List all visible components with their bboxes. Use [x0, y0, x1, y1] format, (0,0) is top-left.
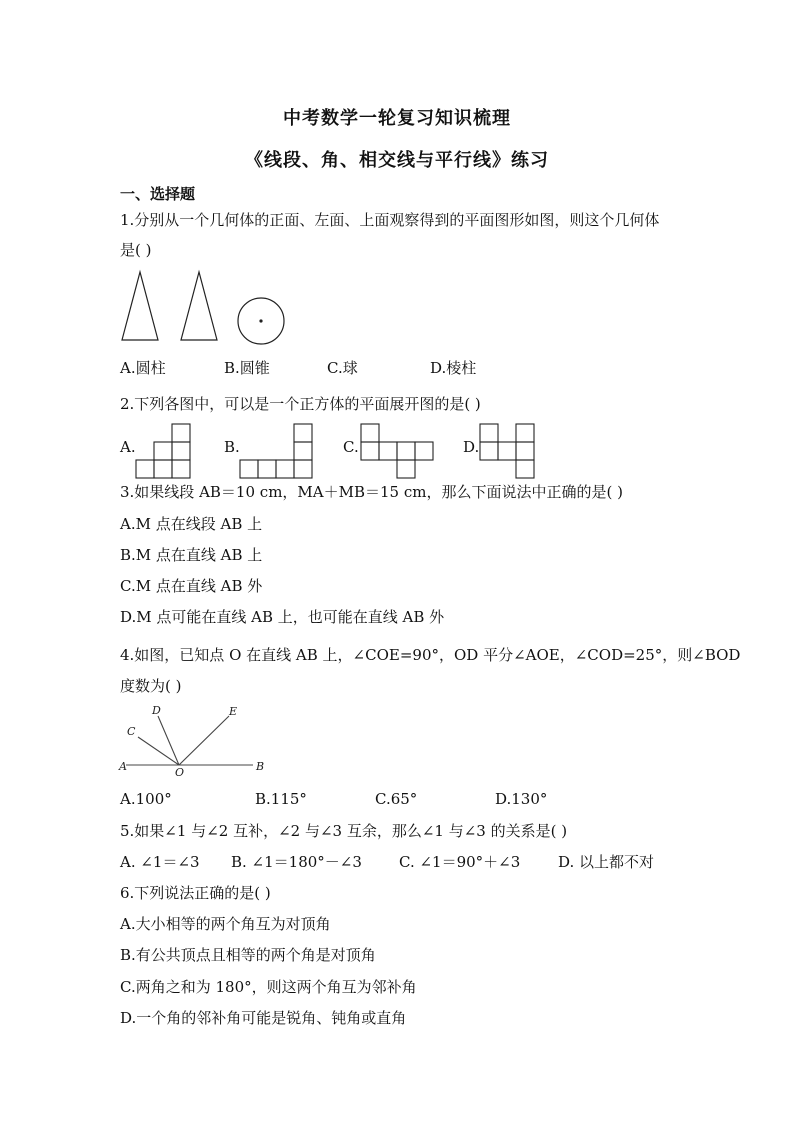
q5-option-b: B. ∠1＝180°－∠3 [231, 853, 362, 871]
q6-option-d: D.一个角的邻补角可能是锐角、钝角或直角 [120, 1009, 407, 1027]
q3-option-b: B.M 点在直线 AB 上 [120, 546, 263, 564]
q4-option-c: C.65° [375, 790, 418, 808]
label-b: B [256, 760, 265, 773]
q2-label-a: A. [120, 438, 136, 456]
label-o: O [175, 766, 185, 779]
q4-option-b: B.115° [255, 790, 307, 808]
ray-oe [179, 716, 229, 765]
label-a: A [119, 760, 127, 773]
page-title: 中考数学一轮复习知识梳理 [283, 108, 511, 129]
q2-net-c [361, 423, 441, 479]
q1-option-b: B.圆锥 [224, 359, 270, 377]
q2-net-d [479, 423, 541, 479]
q6-stem: 6.下列说法正确的是( ) [120, 884, 271, 902]
q4-stem-line2: 度数为( ) [120, 677, 182, 695]
q2-label-c: C. [343, 438, 359, 456]
q2-label-d: D. [463, 438, 480, 456]
q6-option-b: B.有公共顶点且相等的两个角是对顶角 [120, 946, 376, 964]
q2-label-b: B. [224, 438, 240, 456]
q1-three-views-figure [118, 270, 288, 345]
q6-option-c: C.两角之和为 180°，则这两个角互为邻补角 [120, 978, 417, 996]
front-view-triangle [122, 272, 158, 340]
q1-stem-line1: 1.分别从一个几何体的正面、左面、上面观察得到的平面图形如图，则这个几何体 [120, 211, 660, 229]
top-view-center-dot [259, 319, 262, 322]
q4-option-d: D.130° [495, 790, 548, 808]
q5-option-c: C. ∠1＝90°＋∠3 [399, 853, 521, 871]
q4-angle-figure [118, 702, 268, 778]
page-subtitle: 《线段、角、相交线与平行线》练习 [245, 150, 549, 171]
q5-option-d: D. 以上都不对 [558, 853, 655, 871]
section-heading: 一、选择题 [120, 185, 196, 203]
label-e: E [229, 705, 238, 718]
q3-option-d: D.M 点可能在直线 AB 上，也可能在直线 AB 外 [120, 608, 445, 626]
q1-stem-line2: 是( ) [120, 241, 152, 259]
side-view-triangle [181, 272, 217, 340]
q6-option-a: A.大小相等的两个角互为对顶角 [120, 915, 331, 933]
q1-option-c: C.球 [327, 359, 358, 377]
q2-stem: 2.下列各图中，可以是一个正方体的平面展开图的是( ) [120, 395, 481, 413]
q1-option-d: D.棱柱 [430, 359, 477, 377]
q1-option-a: A.圆柱 [120, 359, 166, 377]
label-c: C [127, 725, 136, 738]
q2-net-a [136, 423, 196, 479]
q3-option-a: A.M 点在线段 AB 上 [120, 515, 263, 533]
q5-option-a: A. ∠1＝∠3 [120, 853, 200, 871]
q4-stem-line1: 4.如图，已知点 O 在直线 AB 上，∠COE=90°，OD 平分∠AOE，∠COD=25°，则∠BOD [120, 646, 741, 664]
q4-option-a: A.100° [120, 790, 172, 808]
q3-stem: 3.如果线段 AB＝10 cm，MA＋MB＝15 cm，那么下面说法中正确的是( ) [120, 483, 623, 501]
q3-option-c: C.M 点在直线 AB 外 [120, 577, 263, 595]
q2-net-b [240, 423, 318, 479]
q5-stem: 5.如果∠1 与∠2 互补，∠2 与∠3 互余，那么∠1 与∠3 的关系是( ) [120, 822, 568, 840]
label-d: D [152, 704, 161, 717]
